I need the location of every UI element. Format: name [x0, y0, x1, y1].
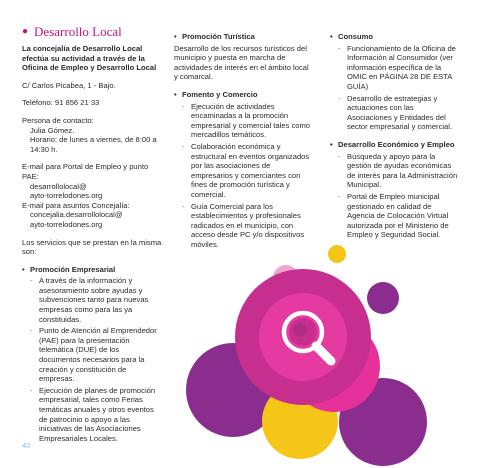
section-heading-text: Consumo	[338, 32, 374, 41]
circle-yellow	[262, 383, 338, 459]
email-council-domain[interactable]: ayto-torrelodones.org	[30, 219, 103, 229]
email-council-link[interactable]: concejalia.desarrollolocal@	[30, 210, 123, 220]
dash-icon: -	[338, 151, 341, 161]
list-item: - Colaboración económica y estructural en eventos organizados por las asociaciones de empresarios y comerciantes con fines de promoción turística y comercial.	[182, 141, 310, 199]
bullet-dot-icon: •	[174, 32, 177, 41]
dash-icon: -	[30, 276, 33, 286]
section-heading-text: Fomento y Comercio	[182, 89, 258, 99]
dash-icon: -	[338, 191, 341, 201]
section-text: Desarrollo de los recursos turísticos del municipio y puesta en marcha de actividades de interés en el ámbito local y comarcal.	[174, 43, 309, 82]
bullet-dot-icon: •	[174, 89, 177, 99]
contact-label: Persona de contacto:	[22, 115, 94, 125]
magnifier-icon	[259, 293, 347, 381]
email-portal-domain[interactable]: ayto-torrelodones.org	[30, 191, 103, 201]
list-item: - Desarrollo de estrategias y actuaciones con las Asociaciones y Entidades del sector empresarial y comercial.	[338, 93, 453, 132]
bullet-dot-icon: •	[330, 32, 333, 41]
section-title-text: Desarrollo Local	[34, 24, 122, 39]
list-item: - A través de la información y asesoramiento sobre ayudas y subvenciones tanto para nuevas empresas como para las ya constituidas.	[30, 276, 149, 324]
circle-purple-small	[367, 282, 399, 314]
circle-purple-large	[339, 378, 427, 466]
section-heading	[174, 90, 310, 100]
phone: Teléfono: 91 856 21 33	[22, 98, 100, 108]
list-item: - Guía Comercial para los establecimientos y profesionales radicados en el municipio, con acceso desde PC y/o dispositivos móviles.	[182, 201, 305, 249]
circle-yellow-small	[328, 245, 346, 263]
dash-icon: -	[338, 93, 341, 103]
list-item: - Punto de Atención al Emprendedor (PAE) para la presentación telemática (DUE) de los documentos necesarios para la creación y constitución de empresas.	[30, 326, 157, 384]
bullet-dot-icon: •	[330, 139, 333, 149]
bullet-dot-icon: ●	[22, 26, 29, 37]
address: C/ Carlos Picabea, 1 - Bajo.	[22, 80, 116, 90]
bullet-dot-icon: •	[22, 264, 25, 274]
list-item: - Ejecución de actividades encaminadas a la promoción empresarial y comercial tales como mercadillos temáticos.	[182, 101, 311, 140]
column-right	[330, 32, 458, 242]
contact-name: Julia Gómez.	[30, 125, 75, 135]
dash-icon: -	[182, 201, 185, 211]
dash-icon: -	[182, 141, 185, 151]
section-heading-text: Promoción Empresarial	[30, 264, 116, 274]
intro-text: La concejalía de Desarrollo Local efectúa su actividad a través de la Oficina de Empleo y Desarrollo Local	[22, 44, 157, 73]
section-heading	[174, 32, 310, 42]
dash-icon: -	[182, 101, 185, 111]
list-item: - Portal de Empleo municipal gestionado en calidad de Agencia de Colocación Virtual autorizada por el Ministerio de Empleo y Seguridad Social.	[338, 191, 449, 240]
column-left	[22, 24, 162, 445]
section-heading-text: Desarrollo Económico y Empleo	[338, 139, 455, 149]
list-item: - Ejecución de planes de promoción empresarial, tales como Ferias temáticas anuales y otros eventos de patrocinio o apoyo a las iniciativas de las Asociaciones Empresariales Locales.	[30, 385, 156, 443]
section-heading	[330, 32, 458, 42]
page-number: 40	[22, 441, 31, 450]
circle-magenta-main	[235, 269, 371, 405]
dash-icon: -	[30, 326, 33, 336]
office-hours: Horario: de lunes a viernes, de 8:00 a 14:30 h.	[30, 135, 157, 154]
column-middle	[174, 32, 310, 251]
circle-pink-light-small	[273, 265, 299, 291]
services-intro: Los servicios que se prestan en la misma son:	[22, 237, 162, 257]
email-council-label: E-mail para asuntos Concejalía:	[22, 200, 130, 210]
section-title	[22, 24, 162, 40]
section-heading	[22, 265, 162, 275]
circle-purple-left	[186, 343, 280, 437]
list-item: - Funcionamiento de la Oficina de Información al Consumidor (ver información específica de la OMIC en PÁGINA 28 DE ESTA GUÍA)	[338, 43, 456, 91]
list-item: - Búsqueda y apoyo para la gestión de ayudas económicas de interés para la Administración Municipal.	[338, 151, 458, 190]
circle-pink-right	[288, 320, 380, 412]
dash-icon: -	[30, 385, 33, 395]
email-portal-label: E-mail para Portal de Empleo y punto PAE:	[22, 162, 149, 181]
section-heading-text: Promoción Turística	[182, 32, 255, 41]
section-heading	[330, 140, 458, 150]
email-portal-link[interactable]: desarrollolocal@	[30, 181, 87, 191]
dash-icon: -	[338, 43, 341, 53]
